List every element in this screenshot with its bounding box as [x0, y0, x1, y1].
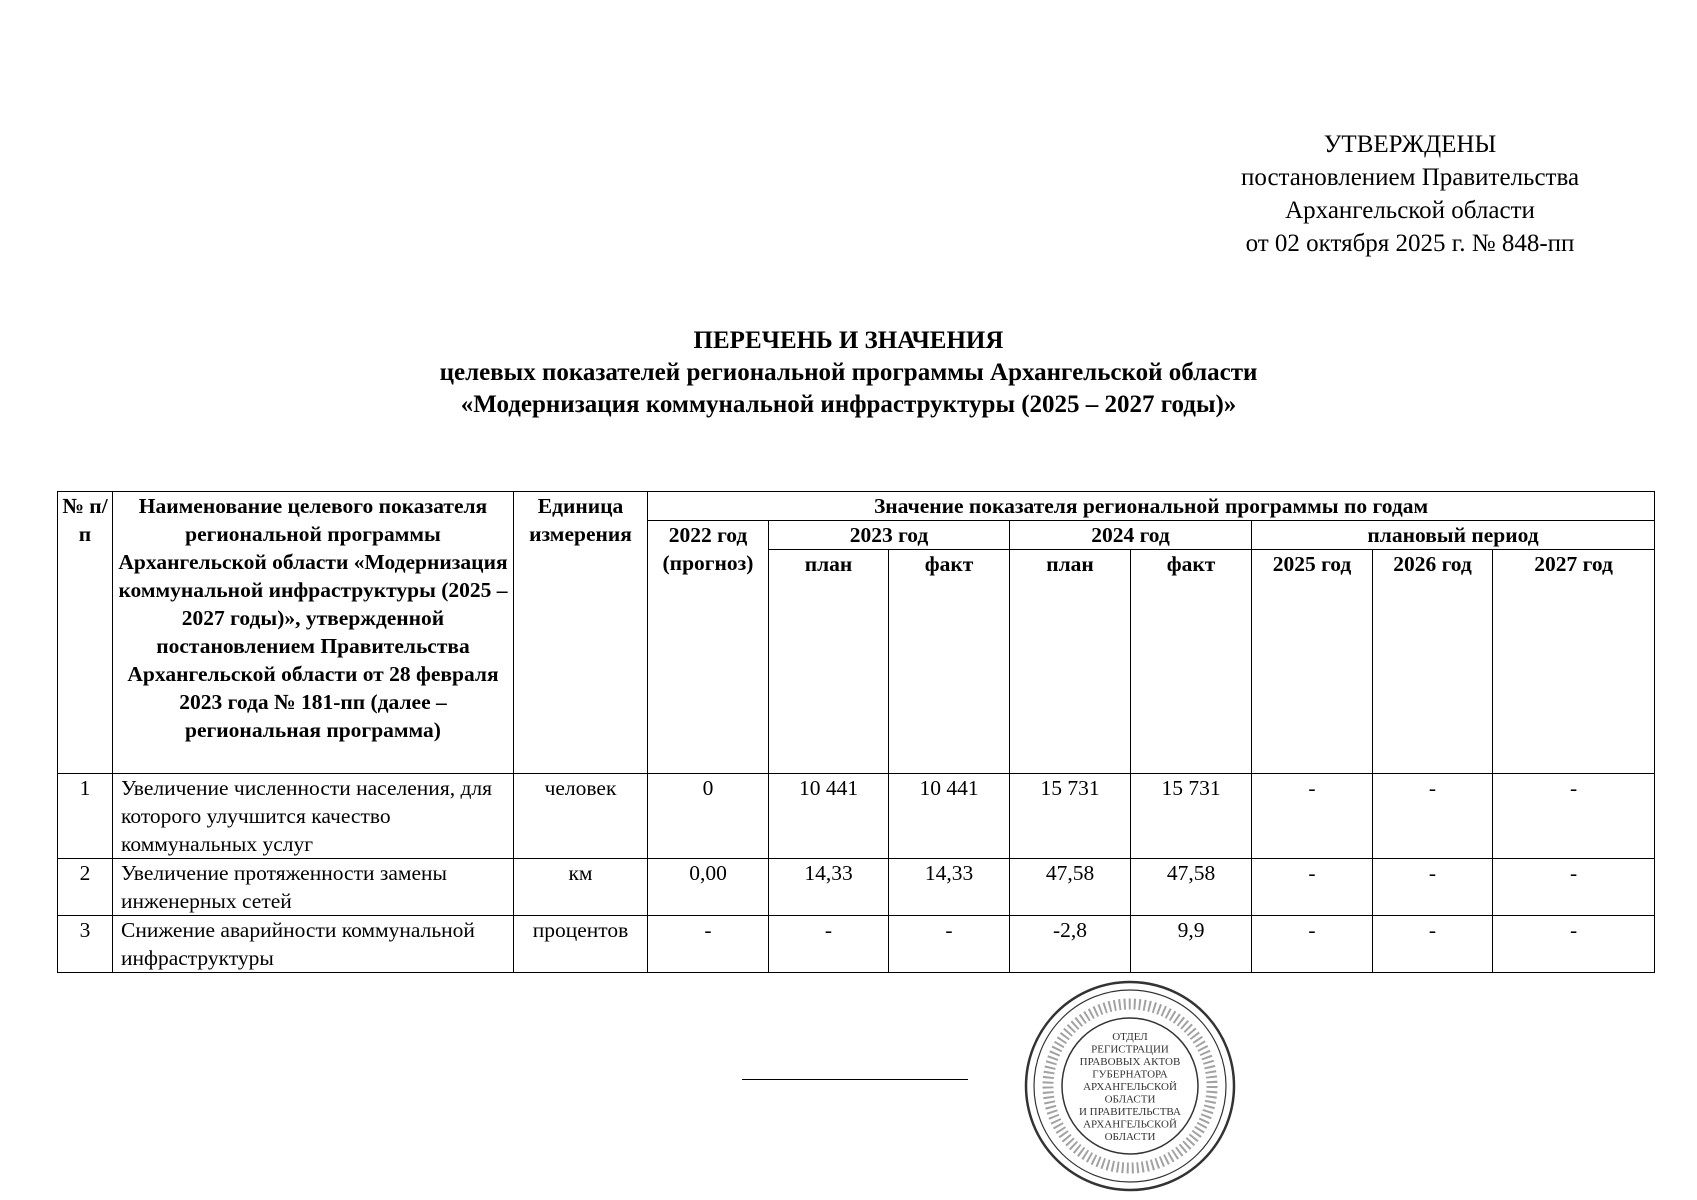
row-value-2025: - — [1252, 916, 1373, 973]
stamp-line: ОБЛАСТИ — [1104, 1131, 1156, 1143]
title-program-name: «Модернизация коммунальной инфраструктуры (2025 – 2027 годы)» — [460, 391, 1237, 418]
row-value-2023-fact: 14,33 — [889, 859, 1010, 916]
row-value-2022: 0,00 — [648, 859, 769, 916]
header-2024-fact: факт — [1131, 550, 1252, 774]
row-value-2026: - — [1373, 916, 1493, 973]
stamp-text — [1079, 1031, 1181, 1143]
row-value-2024-fact: 9,9 — [1131, 916, 1252, 973]
header-2023-plan: план — [769, 550, 889, 774]
header-planned-period: плановый период — [1252, 521, 1655, 550]
approval-heading: УТВЕРЖДЕНЫ — [1323, 131, 1497, 158]
header-2023-fact: факт — [889, 550, 1010, 774]
document-title — [300, 325, 1397, 421]
table-row — [58, 774, 1655, 859]
row-indicator-name: Увеличение протяженности замены инженерных сетей — [113, 859, 514, 916]
header-num: № п/п — [58, 492, 113, 774]
row-num: 3 — [58, 916, 113, 973]
stamp-line: И ПРАВИТЕЛЬСТВА — [1078, 1106, 1182, 1118]
row-value-2023-plan: 14,33 — [769, 859, 889, 916]
row-num: 1 — [58, 774, 113, 859]
row-indicator-name: Снижение аварийности коммунальной инфраструктуры — [113, 916, 514, 973]
table-row — [58, 916, 1655, 973]
row-value-2023-fact: - — [889, 916, 1010, 973]
stamp-line: РЕГИСТРАЦИИ — [1091, 1043, 1169, 1056]
row-value-2023-plan: - — [769, 916, 889, 973]
row-value-2022: 0 — [648, 774, 769, 859]
row-value-2024-plan: 15 731 — [1010, 774, 1131, 859]
row-value-2027: - — [1493, 859, 1655, 916]
stamp-line: АРХАНГЕЛЬСКОЙ — [1083, 1081, 1177, 1093]
row-value-2026: - — [1373, 859, 1493, 916]
stamp-line: ОТДЕЛ — [1112, 1031, 1148, 1043]
approval-issuer: постановлением Правительства — [1240, 164, 1580, 191]
row-value-2026: - — [1373, 774, 1493, 859]
signature-line — [742, 1079, 968, 1080]
header-2024: 2024 год — [1010, 521, 1252, 550]
header-2026: 2026 год — [1373, 550, 1493, 774]
header-2027: 2027 год — [1493, 550, 1655, 774]
approval-date-number: от 02 октября 2025 г. № 848-пп — [1245, 230, 1575, 257]
row-value-2024-fact: 47,58 — [1131, 859, 1252, 916]
registration-stamp — [1022, 978, 1238, 1194]
row-num: 2 — [58, 859, 113, 916]
row-indicator-name: Увеличение численности населения, для которого улучшится качество коммунальных услуг — [113, 774, 514, 859]
row-value-2025: - — [1252, 859, 1373, 916]
table-row — [58, 859, 1655, 916]
row-value-2027: - — [1493, 916, 1655, 973]
row-unit: человек — [514, 774, 648, 859]
title-subtitle: целевых показателей региональной программы Архангельской области — [439, 359, 1258, 386]
indicators-table — [57, 491, 1655, 973]
row-value-2023-plan: 10 441 — [769, 774, 889, 859]
row-value-2024-plan: -2,8 — [1010, 916, 1131, 973]
stamp-line: ГУБЕРНАТОРА — [1092, 1068, 1168, 1081]
row-value-2023-fact: 10 441 — [889, 774, 1010, 859]
header-2022: 2022 год (прогноз) — [648, 521, 769, 774]
row-value-2024-plan: 47,58 — [1010, 859, 1131, 916]
approval-region: Архангельской области — [1285, 197, 1535, 224]
header-2024-plan: план — [1010, 550, 1131, 774]
row-value-2022: - — [648, 916, 769, 973]
title-main: ПЕРЕЧЕНЬ И ЗНАЧЕНИЯ — [693, 327, 1004, 354]
row-value-2025: - — [1252, 774, 1373, 859]
row-unit: км — [514, 859, 648, 916]
row-value-2024-fact: 15 731 — [1131, 774, 1252, 859]
header-2025: 2025 год — [1252, 550, 1373, 774]
row-value-2027: - — [1493, 774, 1655, 859]
header-2023: 2023 год — [769, 521, 1010, 550]
header-indicator-name: Наименование целевого показателя региональной программы Архангельской области «Модернизация коммунальной инфраструктуры (2025 – 2027 годы)», утвержденной постановлением Правительства Архангельской области от 28 февраля 2023 года № 181-пп (далее – региональная программа) — [113, 492, 514, 774]
stamp-line: ОБЛАСТИ — [1104, 1093, 1156, 1106]
stamp-line: АРХАНГЕЛЬСКОЙ — [1083, 1118, 1177, 1131]
row-unit: процентов — [514, 916, 648, 973]
header-unit: Единица измерения — [514, 492, 648, 774]
approval-block — [1180, 128, 1640, 260]
header-values-group: Значение показателя региональной программы по годам — [648, 492, 1655, 521]
stamp-line: ПРАВОВЫХ АКТОВ — [1079, 1056, 1181, 1068]
